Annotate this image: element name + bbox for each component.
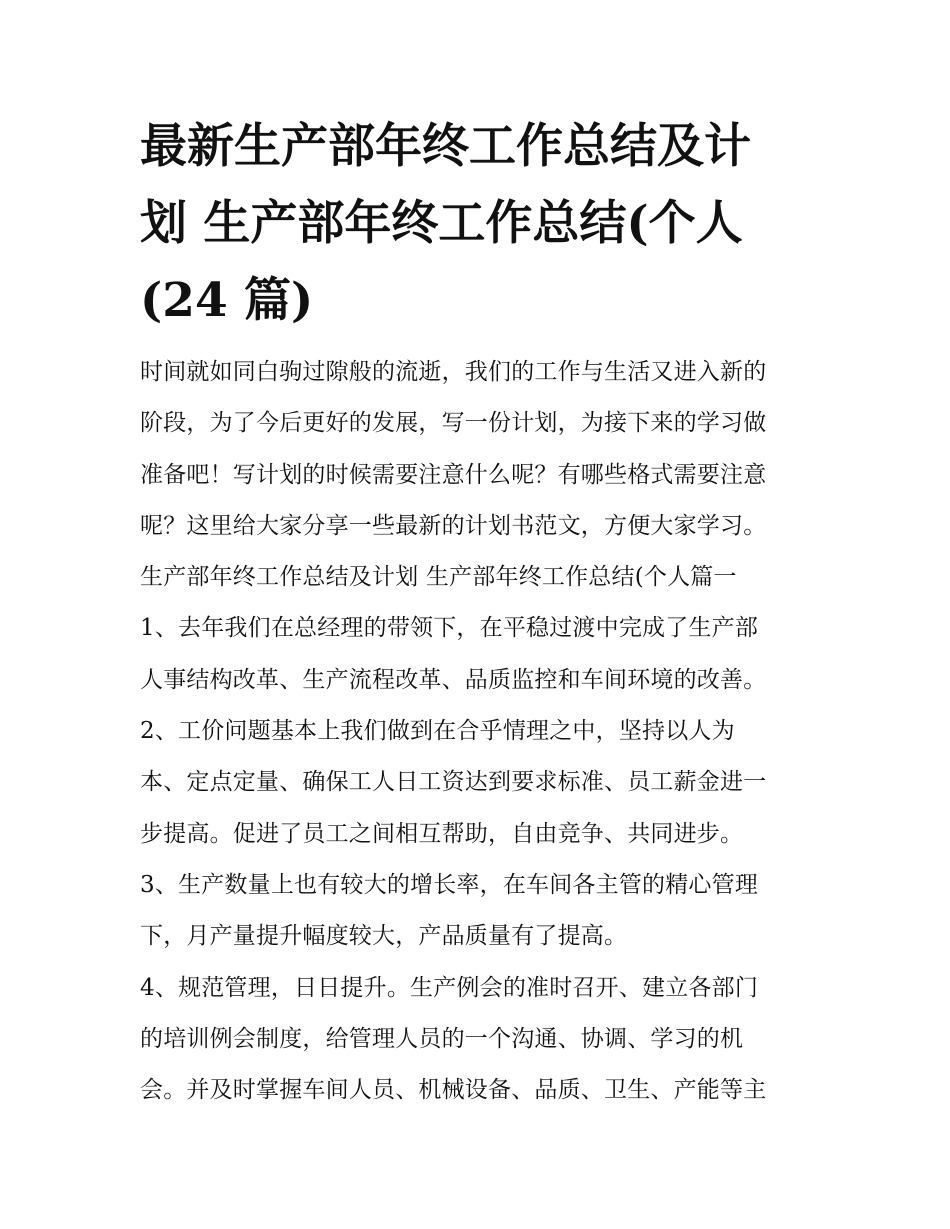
body-line-15: 会。并及时掌握车间人员、机械设备、品质、卫生、产能等主 (140, 1077, 767, 1104)
body-line-14: 的培训例会制度，给管理人员的一个沟通、协调、学习的机 (140, 1025, 744, 1052)
body-line-6: 1、去年我们在总经理的带领下，在平稳过渡中完成了生产部 (140, 615, 759, 642)
body-line-12: 下，月产量提升幅度较大，产品质量有了提高。 (140, 923, 628, 950)
body-line-10: 步提高。促进了员工之间相互帮助，自由竞争、共同进步。 (140, 820, 744, 847)
title-line-3: (24 篇) (140, 273, 314, 328)
document-body (140, 347, 820, 1116)
section-heading-line: 生产部年终工作总结及计划 生产部年终工作总结(个人篇一 (140, 564, 737, 591)
body-line-3: 准备吧！写计划的时候需要注意什么呢？有哪些格式需要注意 (140, 461, 767, 488)
body-line-8: 2、工价问题基本上我们做到在合乎情理之中，坚持以人为 (140, 718, 735, 745)
title-line-2: 划 生产部年终工作总结(个人 (140, 196, 743, 251)
body-line-2: 阶段，为了今后更好的发展，写一份计划，为接下来的学习做 (140, 410, 767, 437)
title-line-1: 最新生产部年终工作总结及计 (140, 119, 751, 174)
body-line-13: 4、规范管理，日日提升。生产例会的准时召开、建立各部门 (140, 974, 759, 1001)
body-line-4: 呢？这里给大家分享一些最新的计划书范文，方便大家学习。 (140, 512, 767, 539)
document-title (140, 108, 820, 339)
body-line-9: 本、定点定量、确保工人日工资达到要求标准、员工薪金进一 (140, 769, 767, 796)
body-line-7: 人事结构改革、生产流程改革、品质监控和车间环境的改善。 (140, 666, 767, 693)
document-page (140, 108, 820, 1116)
body-line-1: 时间就如同白驹过隙般的流逝，我们的工作与生活又进入新的 (140, 359, 767, 385)
body-line-11: 3、生产数量上也有较大的增长率，在车间各主管的精心管理 (140, 871, 759, 898)
